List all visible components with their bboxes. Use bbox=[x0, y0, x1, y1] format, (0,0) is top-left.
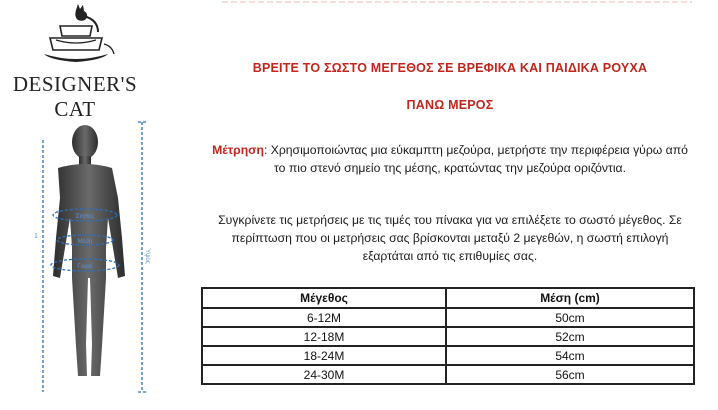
top-decorative-rule bbox=[222, 0, 692, 5]
size-cell: 24-30M bbox=[202, 365, 446, 384]
waist-cell: 54cm bbox=[446, 346, 694, 365]
size-cell: 12-18M bbox=[202, 327, 446, 346]
size-table bbox=[201, 287, 695, 385]
table-row bbox=[202, 365, 694, 384]
size-cell: 18-24M bbox=[202, 346, 446, 365]
waist-cell: 56cm bbox=[446, 365, 694, 384]
comparison-instructions: Συγκρίνετε τις μετρήσεις με τις τιμές του πίνακα για να επιλέξετε το σωστό μέγεθος. Σε περίπτωση που οι μετρήσεις σας βρίσκονται μεταξύ 2 μεγεθών, η σωστή επιλογή εξαρτάται από τις επιθυμίες σας. bbox=[218, 213, 682, 263]
figure-number-label: 1 bbox=[34, 233, 38, 240]
measurement-lead: Μέτρηση bbox=[212, 143, 264, 157]
waist-cell: 50cm bbox=[446, 308, 694, 327]
human-silhouette-icon bbox=[53, 125, 125, 376]
brand-logo bbox=[0, 0, 160, 121]
measurement-text: : Χρησιμοποιώντας μια εύκαμπτη μεζούρα, μετρήστε την περιφέρεια γύρω από το πιο στενό σημείο της μέσης, κρατώντας την μεζούρα οριζόντια. bbox=[263, 143, 688, 175]
waist-label: Μέση bbox=[77, 239, 93, 245]
waist-column-header: Μέση (cm) bbox=[446, 288, 694, 308]
section-subtitle: ΠΑΝΩ ΜΕΡΟΣ bbox=[406, 98, 494, 112]
chest-label: Στήθος bbox=[75, 214, 95, 220]
hips-label: Γοφοί bbox=[77, 264, 93, 270]
table-row bbox=[202, 346, 694, 365]
height-label: Ύψος bbox=[144, 248, 150, 264]
measurement-instructions bbox=[205, 141, 695, 177]
brand-name: DESIGNER'S CAT bbox=[12, 72, 138, 121]
waist-cell: 52cm bbox=[446, 327, 694, 346]
table-row bbox=[202, 308, 694, 327]
table-header-row bbox=[202, 288, 694, 308]
table-row bbox=[202, 327, 694, 346]
body-measurement-figure bbox=[10, 120, 160, 405]
page-title: ΒΡΕΙΤΕ ΤΟ ΣΩΣΤΟ ΜΕΓΕΘΟΣ ΣΕ ΒΡΕΦΙΚΑ ΚΑΙ ΠΑΙΔΙΚΑ ΡΟΥΧΑ bbox=[252, 61, 648, 75]
size-column-header: Μέγεθος bbox=[202, 288, 446, 308]
size-cell: 6-12M bbox=[202, 308, 446, 327]
cat-cake-logo-icon bbox=[0, 0, 160, 75]
